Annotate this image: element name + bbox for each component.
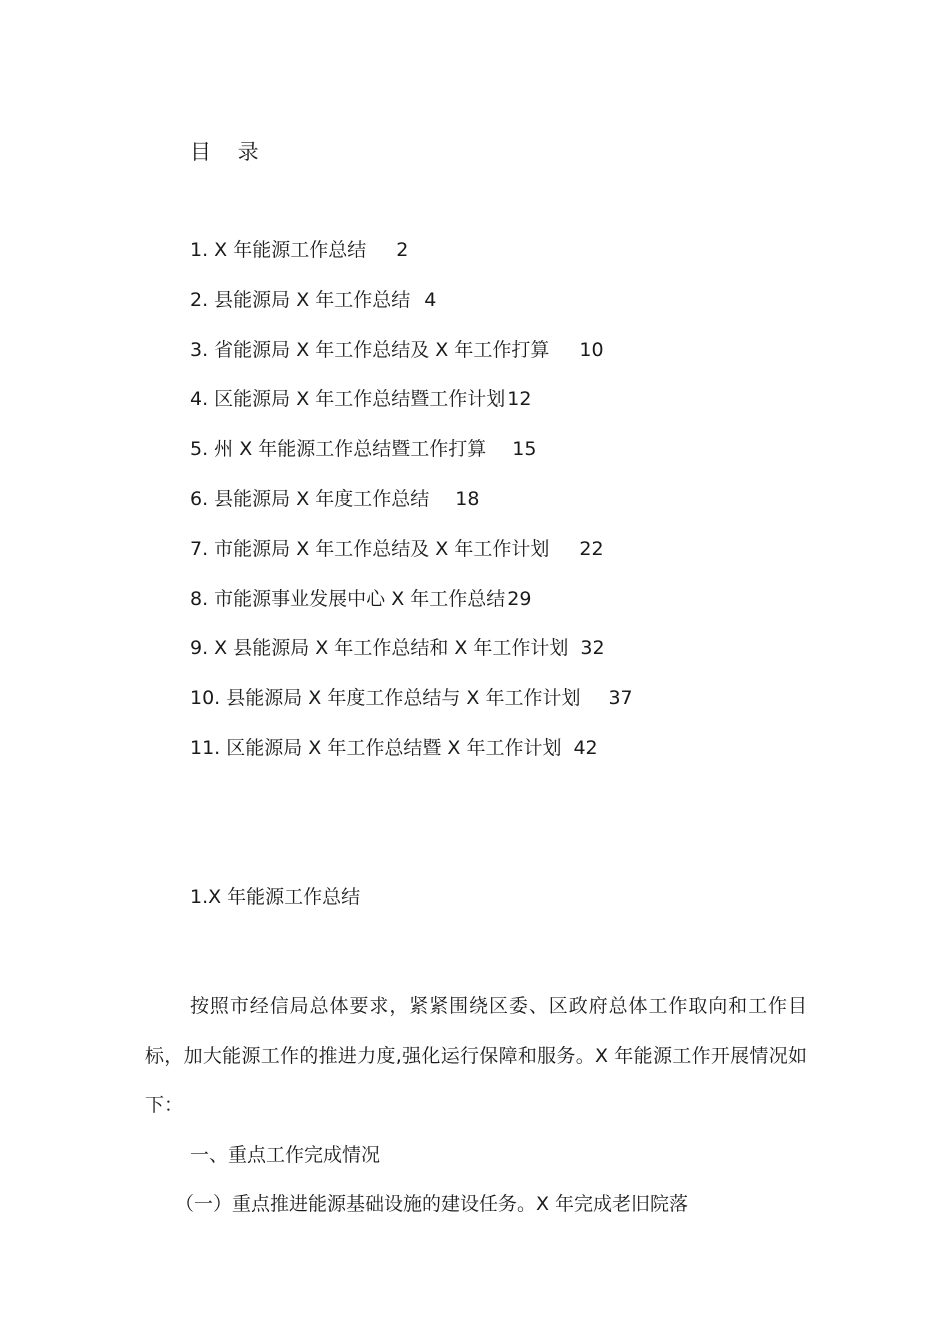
toc-item-label: 2. 县能源局 X 年工作总结 [190,288,411,311]
toc-item-page: 37 [608,687,633,710]
toc-item-label: 10. 县能源局 X 年度工作总结与 X 年工作计划 [190,687,581,710]
toc-item[interactable] [190,286,633,336]
toc-title: 目 录 [190,140,269,164]
body-paragraph: 一、重点工作完成情况 [190,1143,381,1166]
toc-item-page: 18 [455,487,480,510]
toc-item-page: 2 [396,239,409,261]
toc-item-label: 3. 省能源局 X 年工作总结及 X 年工作打算 [190,338,550,361]
section-heading: 1.X 年能源工作总结 [190,886,361,908]
toc-item-label: 1. X 年能源工作总结 [190,239,367,261]
toc-item-label: 5. 州 X 年能源工作总结暨工作打算 [190,438,487,461]
toc-item-page: 32 [580,637,605,660]
toc-item[interactable] [190,535,633,585]
body-paragraph: 按照市经信局总体要求，紧紧围绕区委、区政府总体工作取向和工作目标，加大能源工作的推进力度,强化运行保障和服务。X 年能源工作开展情况如下： [145,995,807,1116]
toc-item-page: 22 [579,537,604,560]
toc-item[interactable] [190,385,633,435]
body-paragraph: （一）重点推进能源基础设施的建设任务。X 年完成老旧院落 [175,1193,689,1215]
toc-item-label: 6. 县能源局 X 年度工作总结 [190,487,430,510]
toc-item-page: 42 [573,736,598,759]
toc-item-label: 4. 区能源局 X 年工作总结暨工作计划 [190,388,506,411]
toc-item[interactable] [190,435,633,485]
toc-item[interactable] [190,485,633,535]
toc-item[interactable] [190,734,633,784]
toc-item-page: 29 [507,587,532,610]
toc-item-label: 9. X 县能源局 X 年工作总结和 X 年工作计划 [190,637,569,660]
toc-item[interactable] [190,634,633,684]
toc-item-label: 7. 市能源局 X 年工作总结及 X 年工作计划 [190,537,550,560]
toc-item-page: 4 [424,288,437,311]
toc-item[interactable] [190,236,633,286]
toc-item-label: 11. 区能源局 X 年工作总结暨 X 年工作计划 [190,736,562,759]
toc-item-page: 15 [512,438,537,461]
toc-list [190,236,633,784]
toc-item-label: 8. 市能源事业发展中心 X 年工作总结 [190,587,506,610]
toc-item-page: 12 [507,388,532,411]
toc-item[interactable] [190,585,633,635]
toc-item[interactable] [190,684,633,734]
toc-item-page: 10 [579,338,604,361]
toc-item[interactable] [190,336,633,386]
body-text [145,982,807,1230]
